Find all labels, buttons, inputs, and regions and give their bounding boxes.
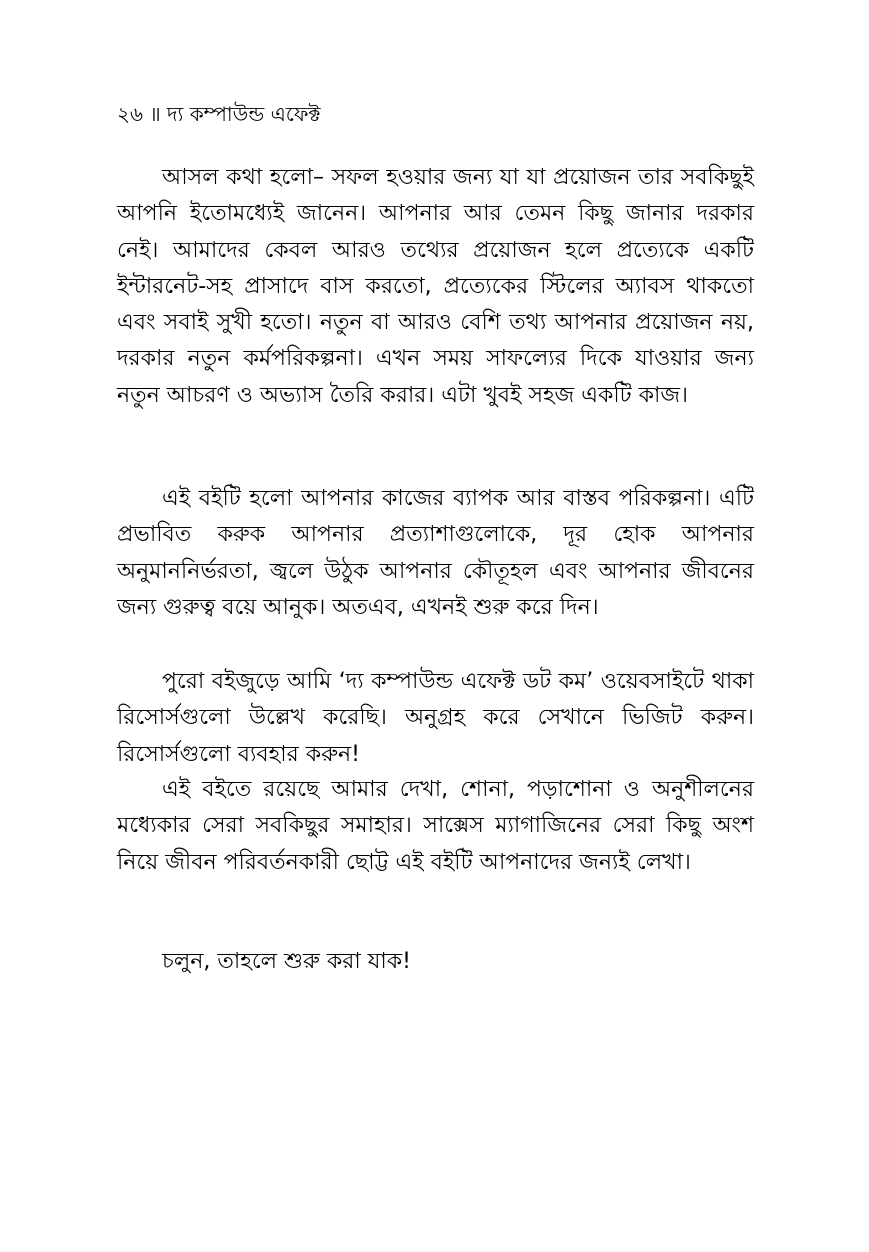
paragraph-text: পুরো বইজুড়ে আমি ‘দ্য কম্পাউন্ড এফেক্ট ডট কম’ ওয়েবসাইটে থাকা রিসোর্সগুলো উল্লেখ করেছি। অনুগ্রহ করে সেখানে ভিজিট করুন। রিসোর্সগুলো ব্যবহার করুন! — [117, 669, 754, 767]
running-header: ২৬ ॥ দ্য কম্পাউন্ড এফেক্ট — [117, 102, 321, 126]
paragraph-2 — [117, 481, 754, 626]
paragraph-text: চলুন, তাহলে শুরু করা যাক! — [162, 949, 411, 974]
paragraph-text: আসল কথা হলো– সফল হওয়ার জন্য যা যা প্রয়োজন তার সবকিছুই আপনি ইতোমধ্যেই জানেন। আপনার আর তেমন কিছু জানার দরকার নেই। আমাদের কেবল আরও তথ্যের প্রয়োজন হলে প্রত্যেকে একটি ইন্টারনেট-সহ প্রাসাদে বাস করতো, প্রত্যেকের স্টিলের অ্যাবস থাকতো এবং সবাই সুখী হতো। নতুন বা আরও বেশি তথ্য আপনার প্রয়োজন নয়, দরকার নতুন কর্মপরিকল্পনা। এখন সময় সাফল্যের দিকে যাওয়ার জন্য নতুন আচরণ ও অভ্যাস তৈরি করার। এটা খুবই সহজ একটি কাজ। — [117, 165, 754, 408]
paragraph-text: এই বইতে রয়েছে আমার দেখা, শোনা, পড়াশোনা ও অনুশীলনের মধ্যেকার সেরা সবকিছুর সমাহার। সাক্সেস ম্যাগাজিনের সেরা কিছু অংশ নিয়ে জীবন পরিবর্তনকারী ছোট্ট এই বইটি আপনাদের জন্যই লেখা। — [117, 777, 754, 875]
paragraph-3 — [117, 664, 754, 773]
paragraph-4 — [117, 772, 754, 881]
paragraph-5 — [117, 944, 754, 980]
paragraph-1 — [117, 160, 754, 414]
paragraph-text: এই বইটি হলো আপনার কাজের ব্যাপক আর বাস্তব পরিকল্পনা। এটি প্রভাবিত করুক আপনার প্রত্যাশাগুলোকে, দূর হোক আপনার অনুমাননির্ভরতা, জ্বলে উঠুক আপনার কৌতূহল এবং আপনার জীবনের জন্য গুরুত্ব বয়ে আনুক। অতএব, এখনই শুরু করে দিন। — [117, 486, 754, 620]
